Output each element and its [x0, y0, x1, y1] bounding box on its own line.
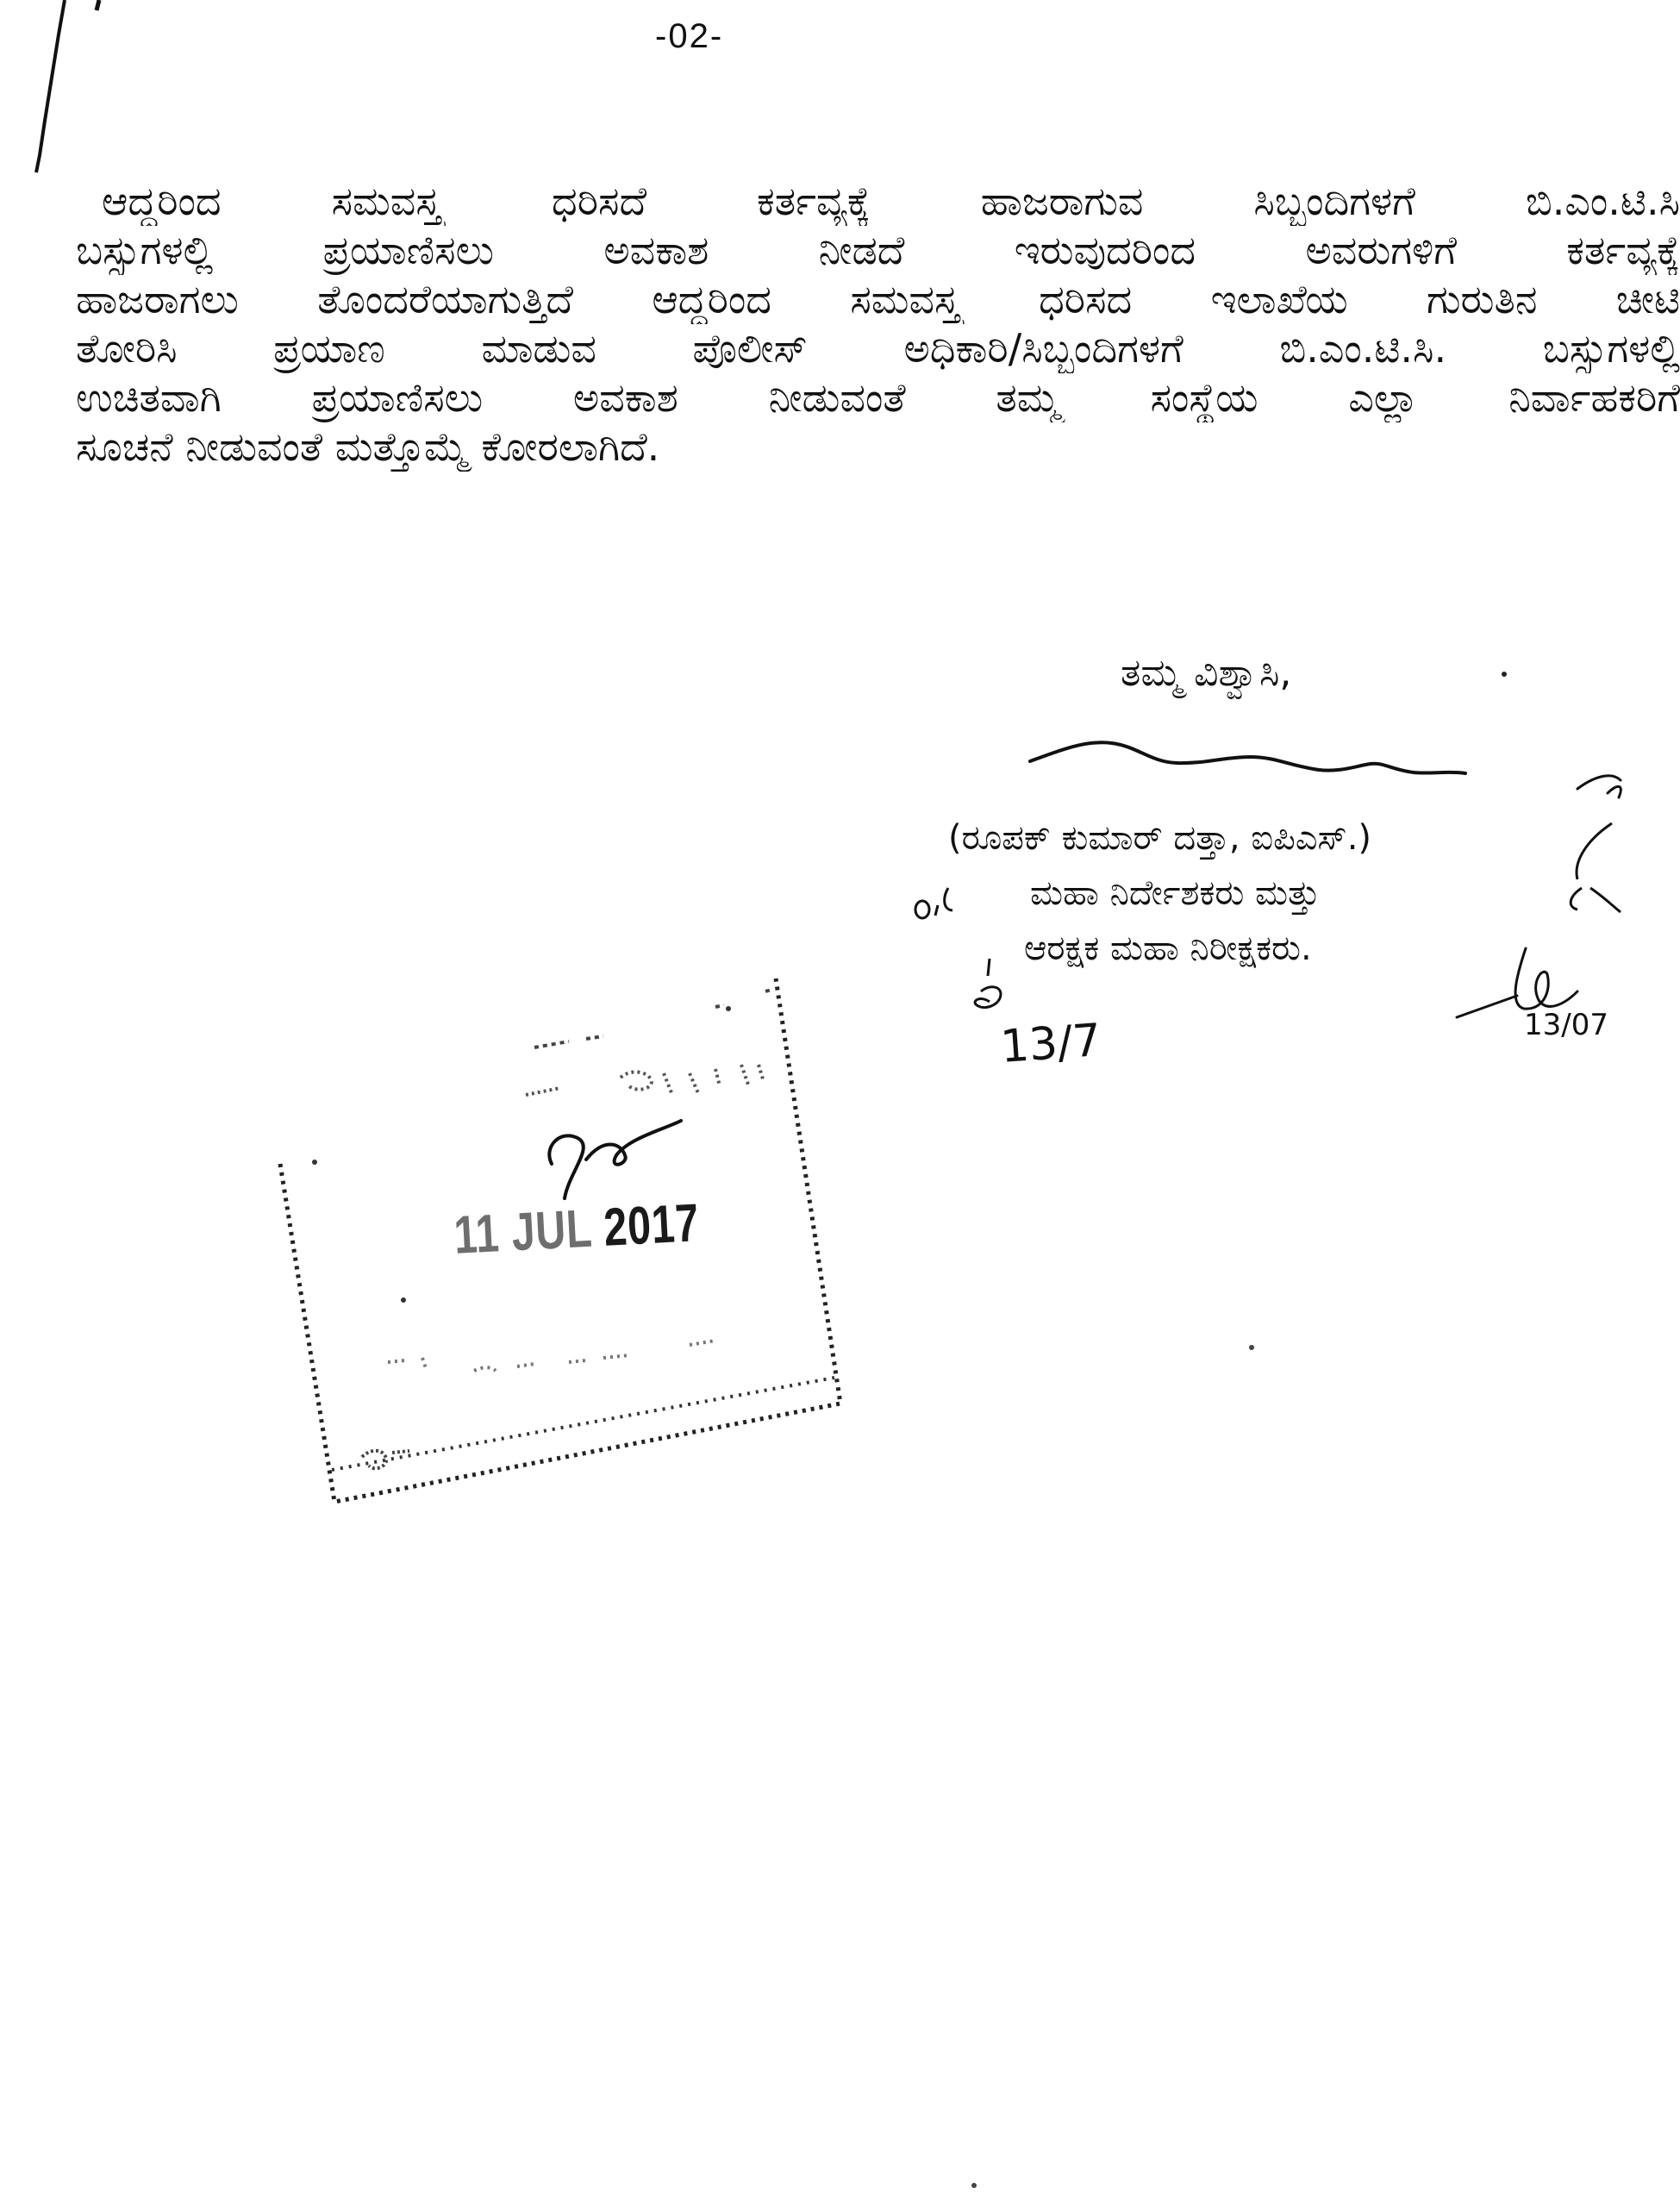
- stray-dot: [971, 2183, 977, 2188]
- stamp-date-faded: 11 JUL: [453, 1198, 594, 1266]
- stamp-date: [453, 1192, 701, 1266]
- stray-dot: [1502, 672, 1507, 677]
- letter-body: [76, 177, 1680, 472]
- closing-salutation: ತಮ್ಮ ವಿಶ್ವಾಸಿ,: [1121, 651, 1292, 695]
- stamp-top-text-faded: [526, 1065, 764, 1095]
- scan-edge-mark-2: [97, 0, 99, 10]
- body-line: ಆದ್ದರಿಂದ ಸಮವಸ್ತ್ರ ಧರಿಸದೆ ಕರ್ತವ್ಯಕ್ಕೆ ಹಾಜರಾಗುವ ಸಿಬ್ಬಂದಿಗಳಗೆ ಬಿ.ಎಂ.ಟಿ.ಸಿ: [102, 178, 1680, 224]
- stamp-date-year: 2017: [602, 1193, 701, 1258]
- body-line: ಉಚಿತವಾಗಿ ಪ್ರಯಾಣಿಸಲು ಅವಕಾಶ ನೀಡುವಂತೆ ತಮ್ಮ ಸಂಸ್ಥೆಯ ಎಲ್ಲಾ ನಿರ್ವಾಹಕರಿಗೆ: [76, 374, 1680, 421]
- stamp-bottom-text-faded: [388, 1341, 715, 1371]
- stamp-dot: [312, 1160, 317, 1165]
- stray-dot: [1249, 1345, 1254, 1350]
- signature-block: [948, 810, 1371, 976]
- body-line: ತೋರಿಸಿ ಪ್ರಯಾಣ ಮಾಡುವ ಪೊಲೀಸ್ ಅಧಿಕಾರಿ/ಸಿಬ್ಬಂದಿಗಳಗೆ ಬಿ.ಎಂ.ಟಿ.ಸಿ. ಬಸ್ಸುಗಳಲ್ಲಿ: [76, 325, 1680, 372]
- stamp-dot: [726, 1006, 731, 1011]
- page-number: -02-: [655, 17, 724, 55]
- margin-bracket-lower: [1571, 888, 1621, 912]
- oc-annotation: [915, 888, 952, 918]
- body-line: ಹಾಜರಾಗಲು ತೊಂದರೆಯಾಗುತ್ತಿದೆ ಆದ್ದರಿಂದ ಸಮವಸ್ತ್ರ ಧರಿಸದ ಇಲಾಖೆಯ ಗುರುತಿನ ಚೀಟಿ: [76, 276, 1680, 322]
- signatory-name: (ರೂಪಕ್ ಕುಮಾರ್ ದತ್ತಾ, ಐಪಿಎಸ್.): [948, 818, 1372, 858]
- stamp-top-fragments: [534, 990, 771, 1047]
- signature-scribble: [1030, 742, 1465, 773]
- right-signature: [1457, 948, 1577, 1017]
- stamp-initials: [549, 1121, 681, 1198]
- margin-bracket-upper: [1577, 823, 1612, 879]
- signature-date: 13/07: [1524, 1008, 1608, 1042]
- signatory-designation-2: ಆರಕ್ಷಕ ಮಹಾ ನಿರೀಕ್ಷಕರು.: [1024, 928, 1312, 968]
- stamp-left-text-faded: [362, 1451, 409, 1469]
- body-line: ಸೂಚನೆ ನೀಡುವಂತೆ ಮತ್ತೊಮ್ಮೆ ಕೋರಲಾಗಿದೆ.: [76, 423, 660, 470]
- stamp-dot: [401, 1297, 406, 1303]
- stamp-inner-border: [332, 1378, 834, 1470]
- handwritten-initials: [975, 987, 1001, 1008]
- scan-edge-mark: [36, 0, 65, 172]
- signature-tail: [1577, 776, 1621, 797]
- body-line: ಬಸ್ಸುಗಳಲ್ಲಿ ಪ್ರಯಾಣಿಸಲು ಅವಕಾಶ ನೀಡದೆ ಇರುವುದರಿಂದ ಅವರುಗಳಿಗೆ ಕರ್ತವ್ಯಕ್ಕೆ: [76, 227, 1680, 273]
- margin-note: 13/7: [998, 1014, 1103, 1073]
- signatory-designation-1: ಮಹಾ ನಿರ್ದೇಶಕರು ಮತ್ತು: [1030, 873, 1321, 913]
